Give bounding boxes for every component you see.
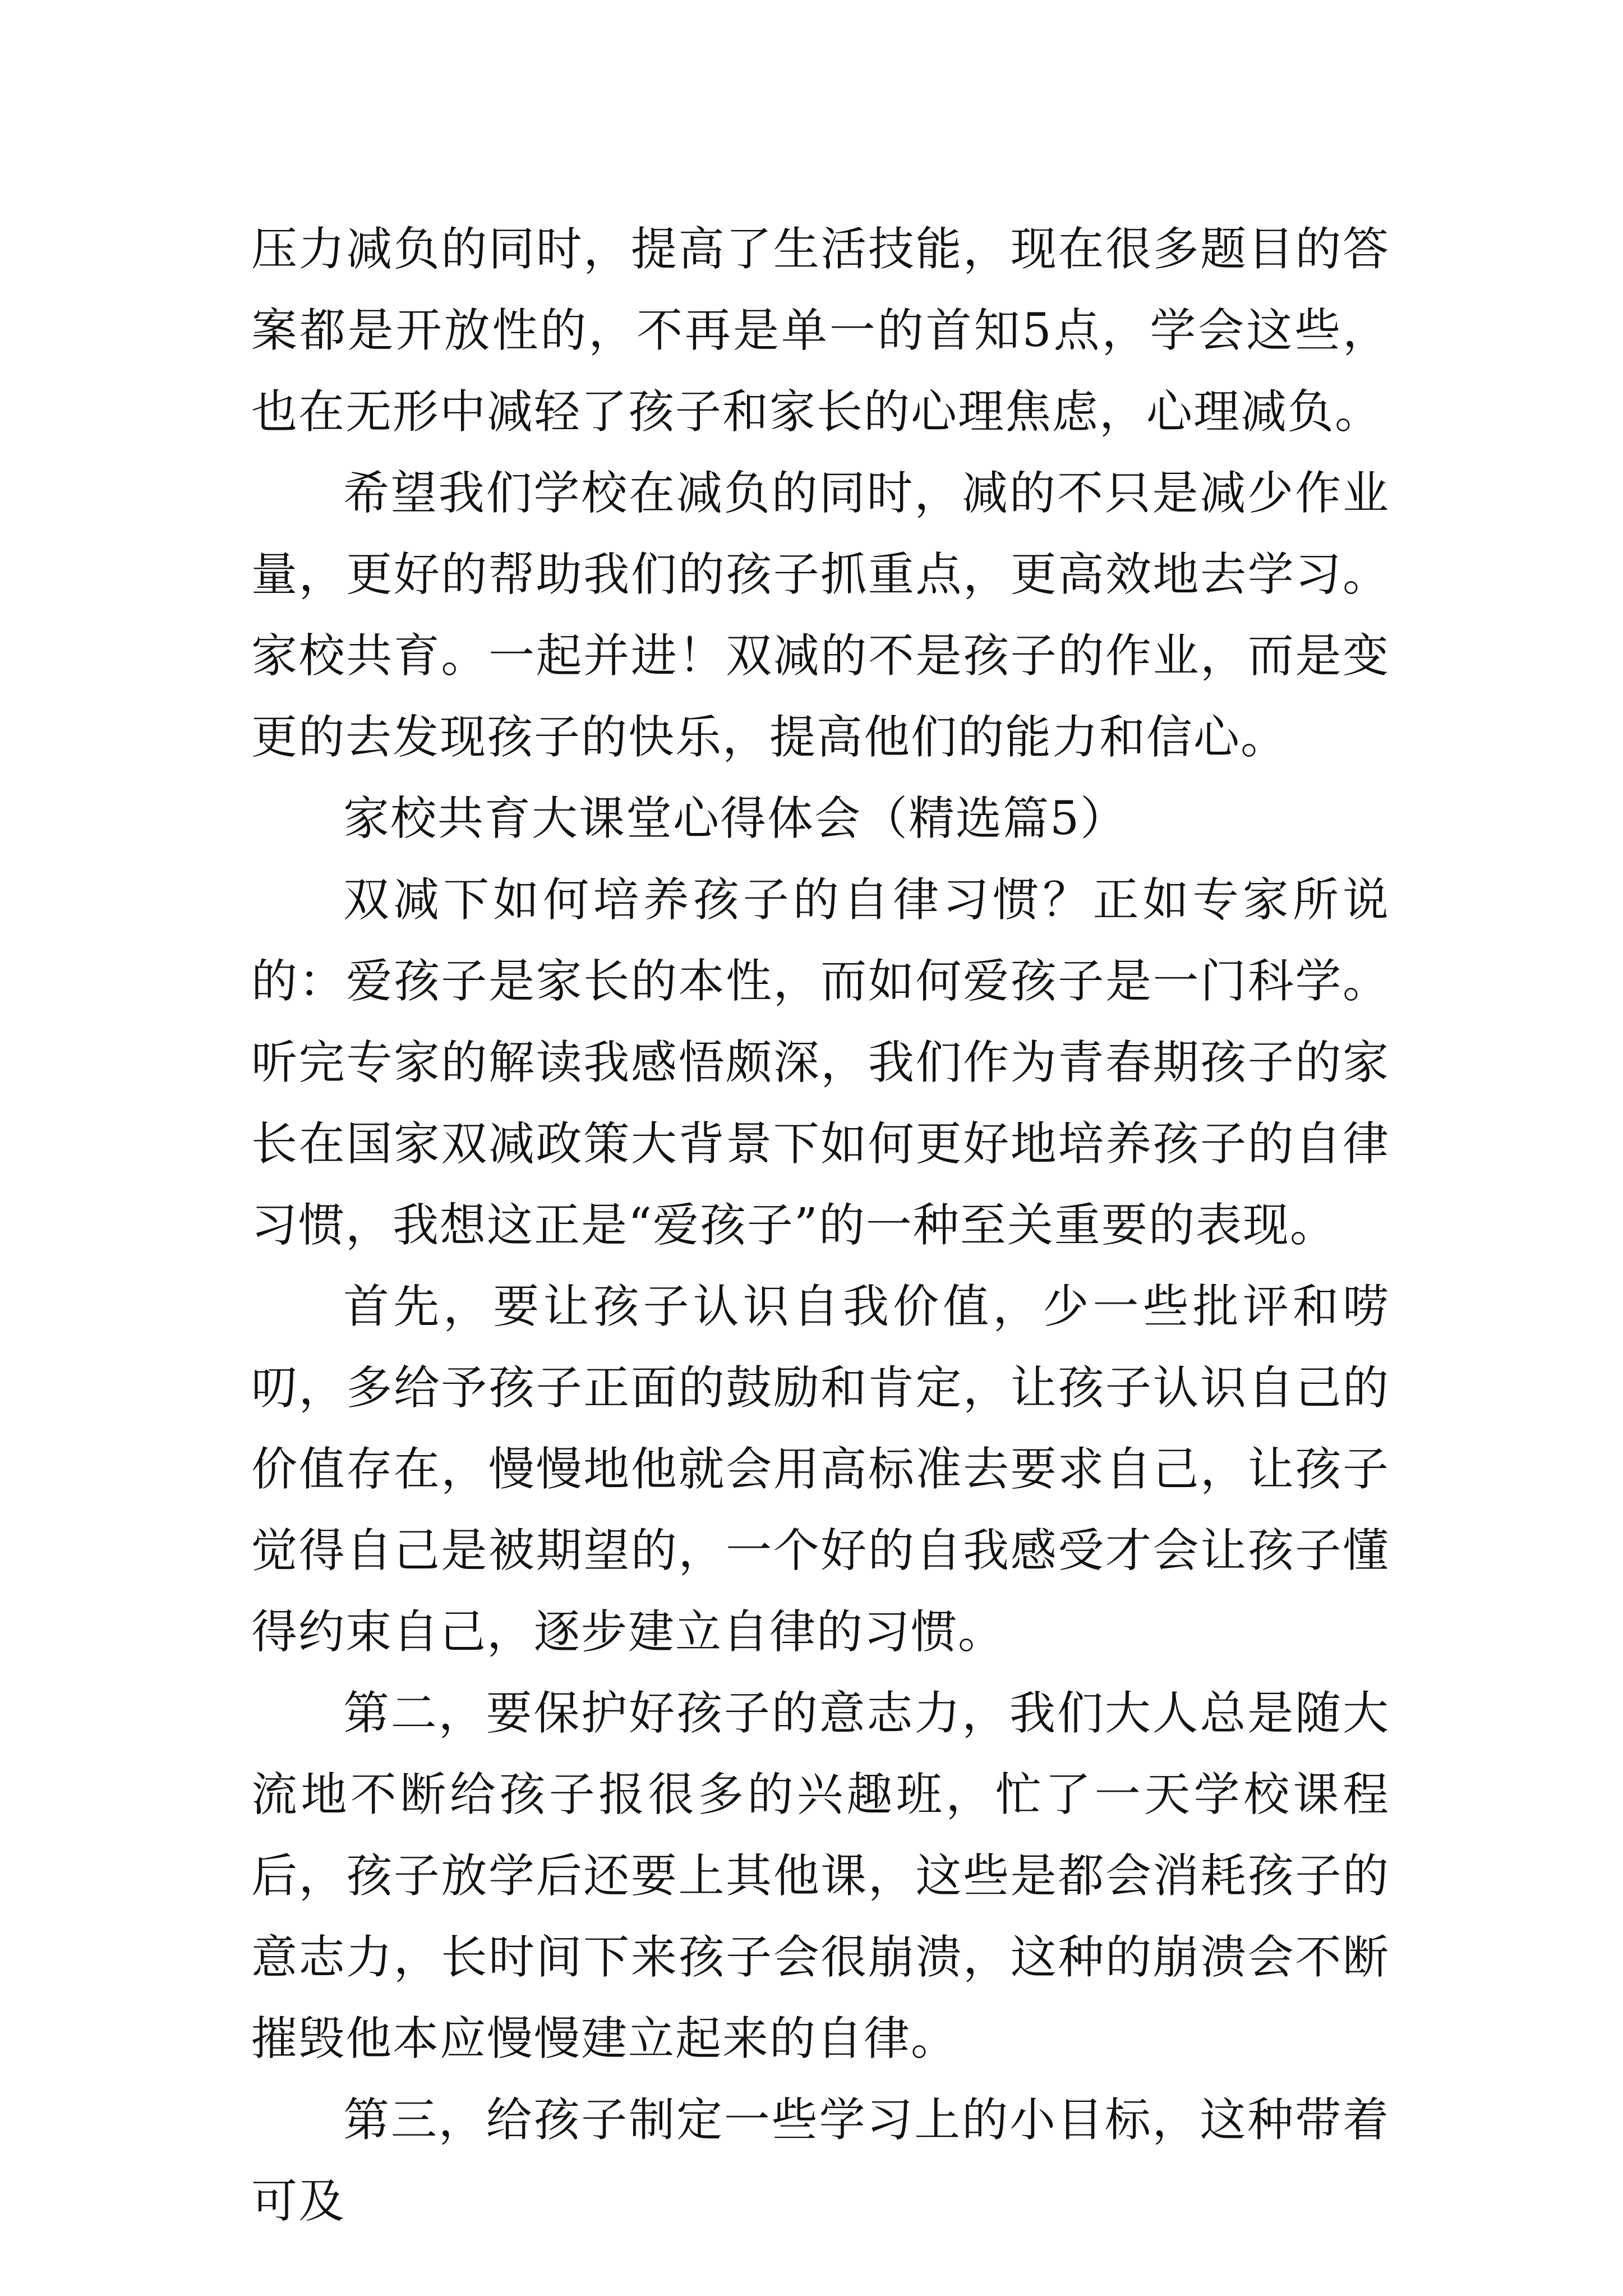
paragraph-continuation: 压力减负的同时，提高了生活技能，现在很多题目的答案都是开放性的，不再是单一的首知5点，学会这些，也在无形中减轻了孩子和家长的心理焦虑，心理减负。	[251, 223, 1390, 439]
paragraph-second-point: 第二，要保护好孩子的意志力，我们大人总是随大流地不断给孩子报很多的兴趣班，忙了一天学校课程后，孩子放学后还要上其他课，这些是都会消耗孩子的意志力，长时间下来孩子会很崩溃，这种的崩溃会不断摧毁他本应慢慢建立起来的自律。	[251, 1687, 1390, 2065]
paragraph-third-point: 第三，给孩子制定一些学习上的小目标，这种带着可及	[251, 2093, 1390, 2228]
document-body	[251, 209, 1390, 2242]
section-heading: 家校共育大课堂心得体会（精选篇5）	[343, 792, 1128, 845]
paragraph-intro: 双减下如何培养孩子的自律习惯？正如专家所说的：爱孩子是家长的本性，而如何爱孩子是一门科学。听完专家的解读我感悟颇深，我们作为青春期孩子的家长在国家双减政策大背景下如何更好地培养孩子的自律习惯，我想这正是“爱孩子”的一种至关重要的表现。	[251, 873, 1390, 1252]
paragraph-first-point: 首先，要让孩子认识自我价值，少一些批评和唠叨，多给予孩子正面的鼓励和肯定，让孩子认识自己的价值存在，慢慢地他就会用高标准去要求自己，让孩子觉得自己是被期望的，一个好的自我感受才会让孩子懂得约束自己，逐步建立自律的习惯。	[251, 1280, 1390, 1659]
paragraph-hope: 希望我们学校在减负的同时，减的不只是减少作业量，更好的帮助我们的孩子抓重点，更高效地去学习。家校共育。一起并进！双减的不是孩子的作业，而是变更的去发现孩子的快乐，提高他们的能力和信心。	[251, 467, 1390, 764]
